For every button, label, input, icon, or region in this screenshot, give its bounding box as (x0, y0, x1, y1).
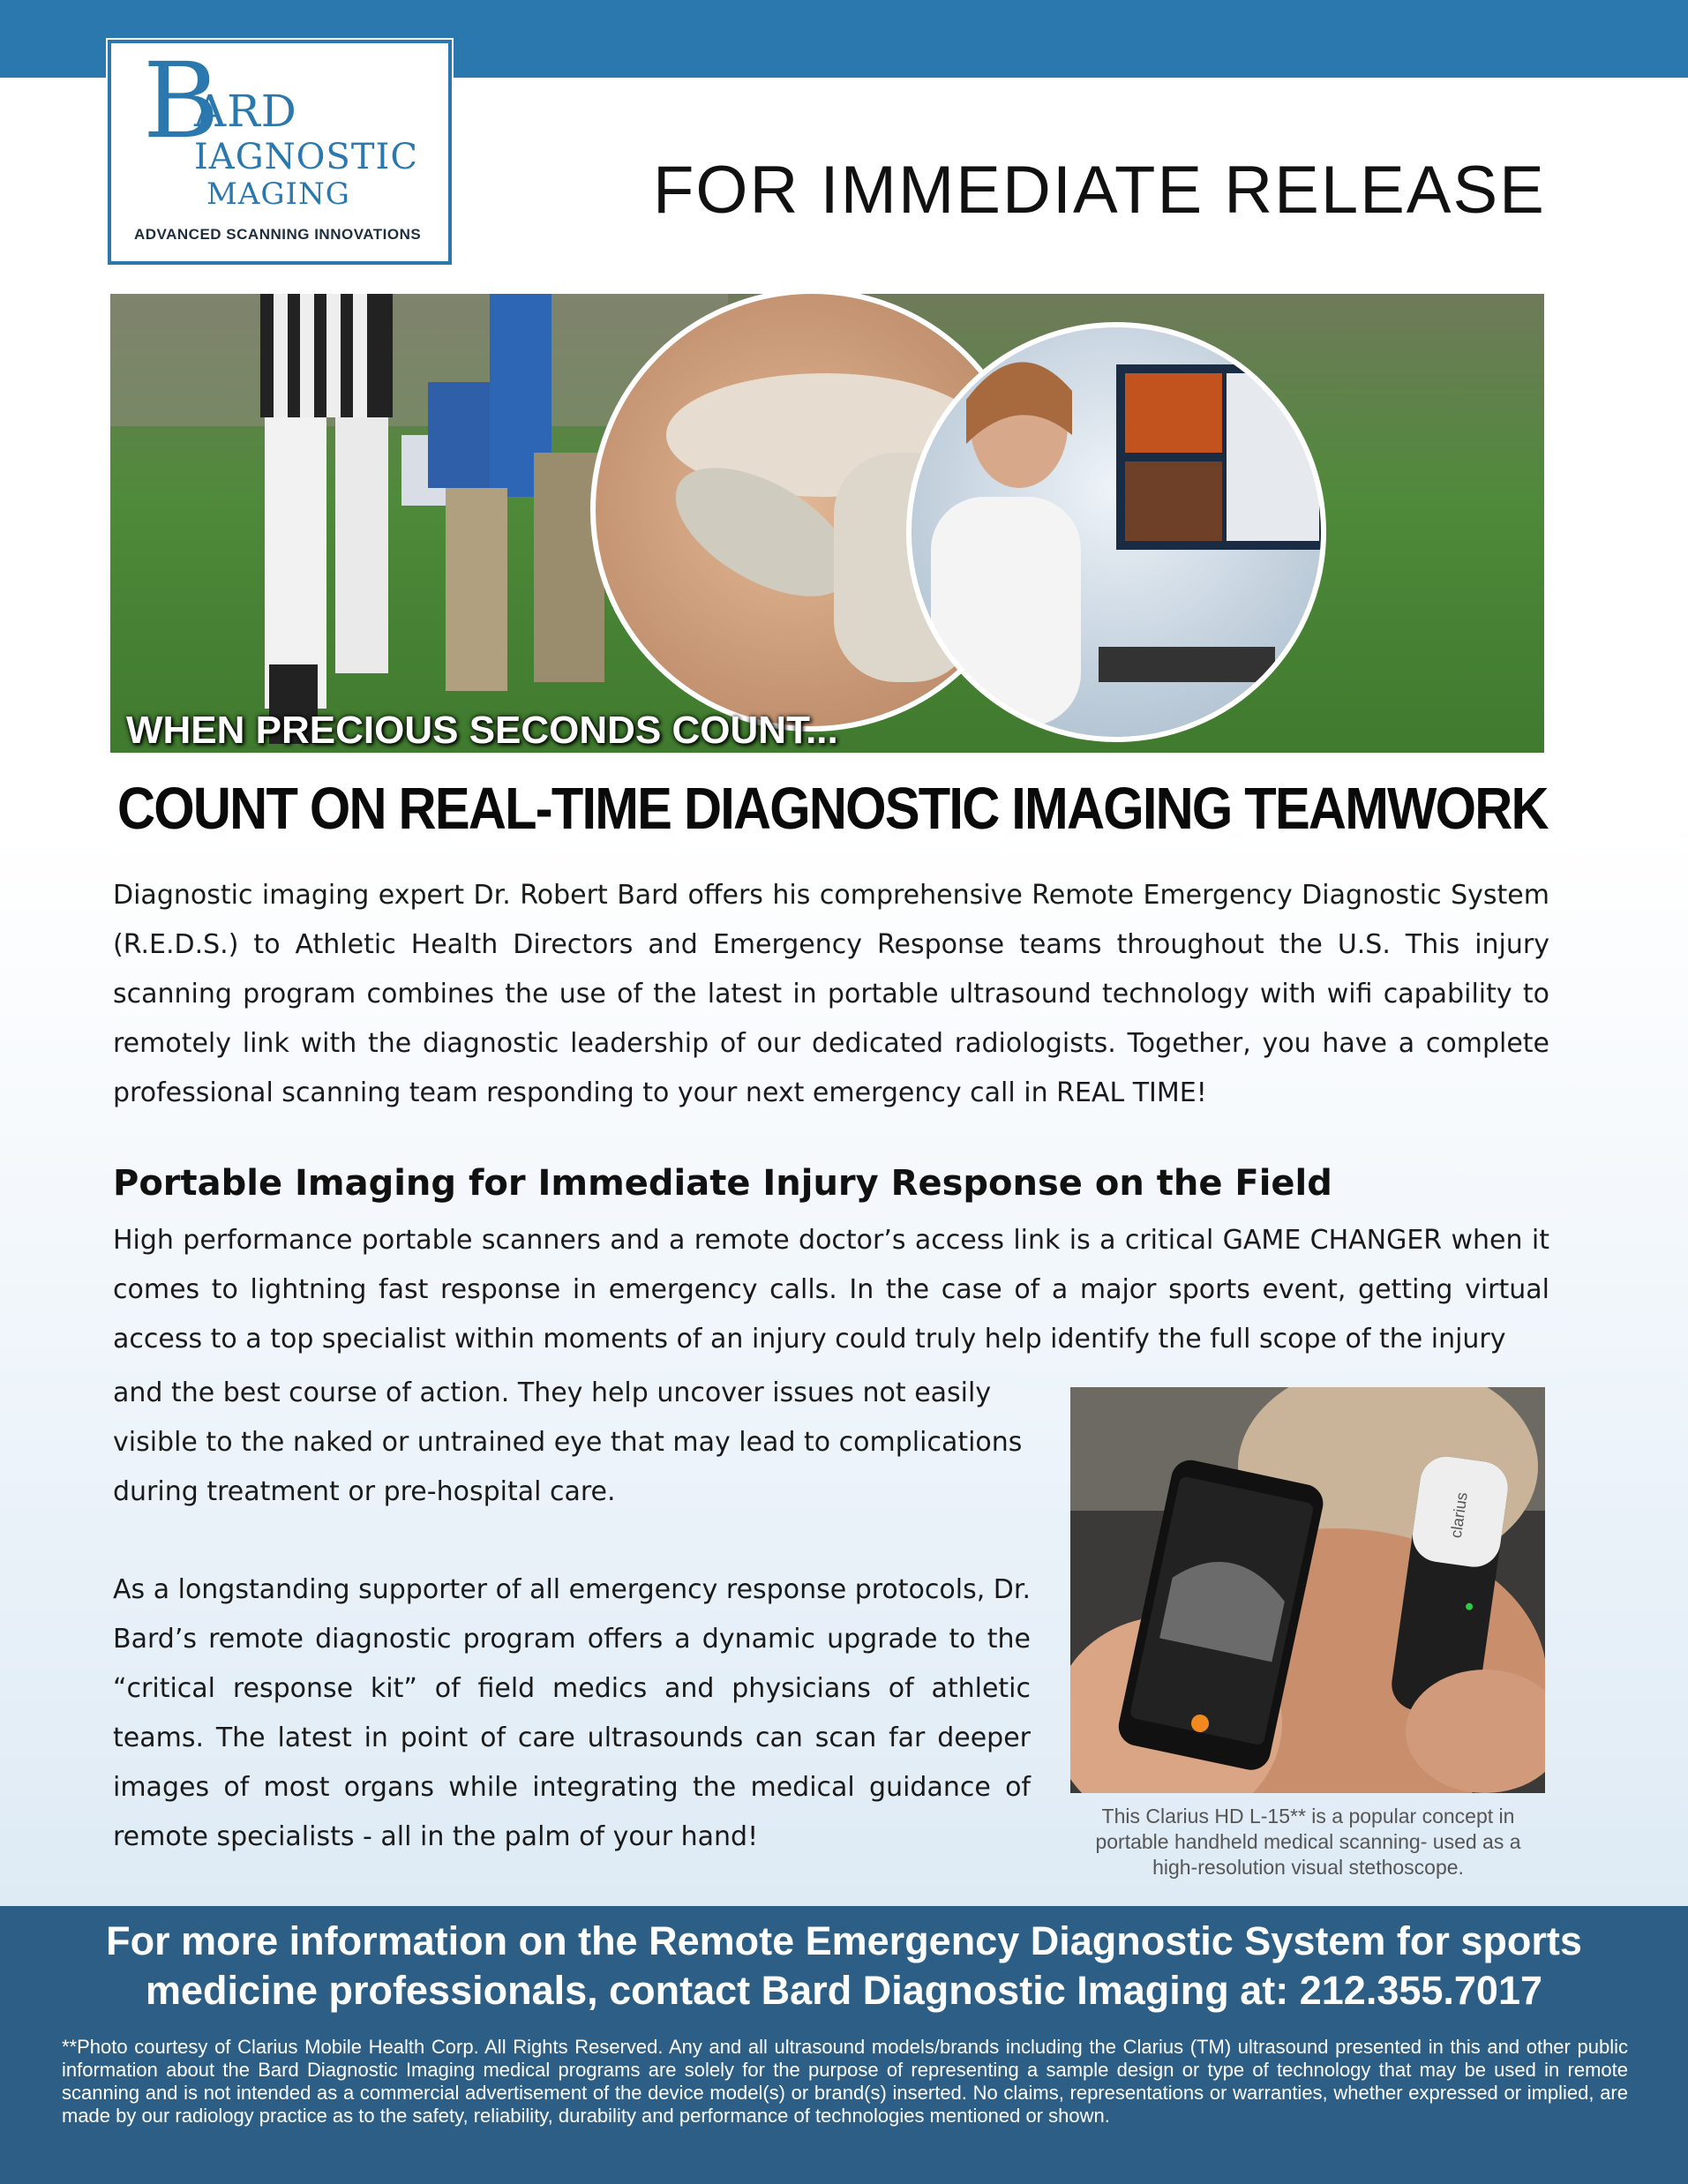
logo-initial: B (143, 40, 220, 161)
caption-line-2: portable handheld medical scanning- used as a (1095, 1830, 1521, 1853)
clarius-photo (1070, 1387, 1545, 1793)
intro-paragraph: Diagnostic imaging expert Dr. Robert Bard offers his comprehensive Remote Emergency Diagnostic System (R.E.D.S.) to Athletic Health Directors and Emergency Response teams throughout the U.S. This injury scanning program combines the use of the latest in portable ultrasound technology with wifi capability to remotely link with the diagnostic leadership of our dedicated radiologists. Together, you have a complete professional scanning team responding to your next emergency call in REAL TIME! (113, 880, 1549, 1108)
section-title: Portable Imaging for Immediate Injury Response on the Field (113, 1163, 1332, 1204)
page-headline: COUNT ON REAL-TIME DIAGNOSTIC IMAGING TEAMWORK (117, 776, 1548, 842)
device-label: clarius (1446, 1490, 1471, 1540)
company-logo (108, 40, 452, 265)
logo-word-diagnostic: IAGNOSTIC (194, 137, 418, 177)
hero-image (110, 294, 1544, 753)
caption-line-1: This Clarius HD L-15** is a popular concept in (1101, 1805, 1515, 1828)
caption-line-3: high-resolution visual stethoscope. (1152, 1856, 1464, 1879)
footer-cta-line-2: medicine professionals, contact Bard Diagnostic Imaging at: 212.355.7017 (145, 1968, 1543, 2013)
clarius-illustration (1070, 1387, 1545, 1793)
section-paragraph-1-continued: and the best course of action. They help uncover issues not easily visible to the naked or untrained eye that may lead to complications during treatment or pre-hospital care. (113, 1377, 1023, 1507)
footer-cta-line-1: For more information on the Remote Emergency Diagnostic System for sports (106, 1918, 1582, 1963)
photo-caption (1054, 1804, 1562, 1880)
footer-call-to-action (0, 1917, 1688, 2015)
section-paragraph-2: As a longstanding supporter of all emergency response protocols, Dr. Bard’s remote diagnostic program offers a dynamic upgrade to the “critical response kit” of field medics and physicians of athletic teams. The latest in point of care ultrasounds can scan far deeper images of most organs while integrating the medical guidance of remote specialists - all in the palm of your hand! (113, 1574, 1031, 1852)
logo-tagline: ADVANCED SCANNING INNOVATIONS (134, 226, 422, 243)
release-heading: FOR IMMEDIATE RELEASE (653, 153, 1546, 228)
logo-word-imaging: MAGING (206, 176, 350, 212)
contact-footer (0, 1906, 1688, 2184)
hero-collage (110, 294, 1544, 753)
footer-disclaimer: **Photo courtesy of Clarius Mobile Health Corp. All Rights Reserved. Any and all ultrasound models/brands including the Clarius (TM) ultrasound presented in this and other public information about the Bard Diagnostic Imaging medical programs are solely for the purpose of representing a sample design or type of technology that may be used in remote scanning and is not intended as a commercial advertisement of the device model(s) or brand(s) inserted. No claims, representations or warranties, whether expressed or implied, are made by our radiology practice as to the safety, reliability, durability and performance of technologies mentioned or shown. (62, 2036, 1628, 2127)
hero-tagline: WHEN PRECIOUS SECONDS COUNT... (126, 709, 838, 752)
section-paragraph-1: High performance portable scanners and a remote doctor’s access link is a critical GAME CHANGER when it comes to lightning fast response in emergency calls. In the case of a major sports event, getting virtual access to a top specialist within moments of an injury could truly help identify the full scope of the injury (113, 1225, 1549, 1355)
logo-word-bard: ARD (194, 86, 297, 137)
